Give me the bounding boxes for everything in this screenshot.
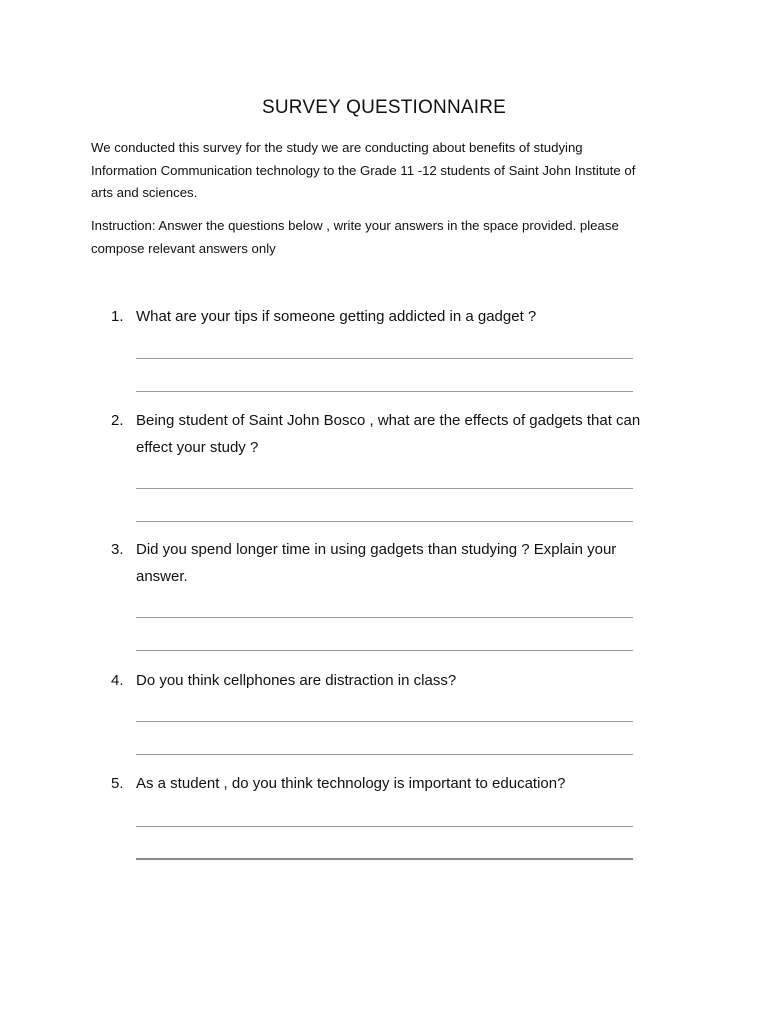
answer-line[interactable] xyxy=(136,826,633,827)
answer-line[interactable] xyxy=(136,358,633,359)
answer-line[interactable] xyxy=(136,488,633,489)
question-text: Did you spend longer time in using gadgets than studying ? Explain your answer. xyxy=(136,541,617,585)
question-number: 3. xyxy=(111,541,124,558)
answer-line[interactable] xyxy=(136,650,633,651)
question-number: 4. xyxy=(111,672,124,689)
answer-line[interactable] xyxy=(136,521,633,522)
answer-line[interactable] xyxy=(136,754,633,755)
question-number: 5. xyxy=(111,775,124,792)
question-number: 2. xyxy=(111,412,124,429)
question-text: As a student , do you think technology is important to education? xyxy=(136,775,566,792)
answer-line[interactable] xyxy=(136,858,633,860)
instruction-paragraph: Instruction: Answer the questions below , write your answers in the space provided. please compose relevant answers only xyxy=(91,218,619,256)
answer-line[interactable] xyxy=(136,721,633,722)
question-text: Being student of Saint John Bosco , what are the effects of gadgets that can effect your study ? xyxy=(136,412,641,456)
question-number: 1. xyxy=(111,308,124,325)
answer-line[interactable] xyxy=(136,617,633,618)
question-text: Do you think cellphones are distraction in class? xyxy=(136,672,457,689)
question-text: What are your tips if someone getting addicted in a gadget ? xyxy=(136,308,537,325)
intro-paragraph: We conducted this survey for the study we are conducting about benefits of studying Information Communication technology to the Grade 11 -12 students of Saint John Institute of arts and sciences. xyxy=(91,140,636,200)
document-title: SURVEY QUESTIONNAIRE xyxy=(261,97,507,118)
answer-line[interactable] xyxy=(136,391,633,392)
